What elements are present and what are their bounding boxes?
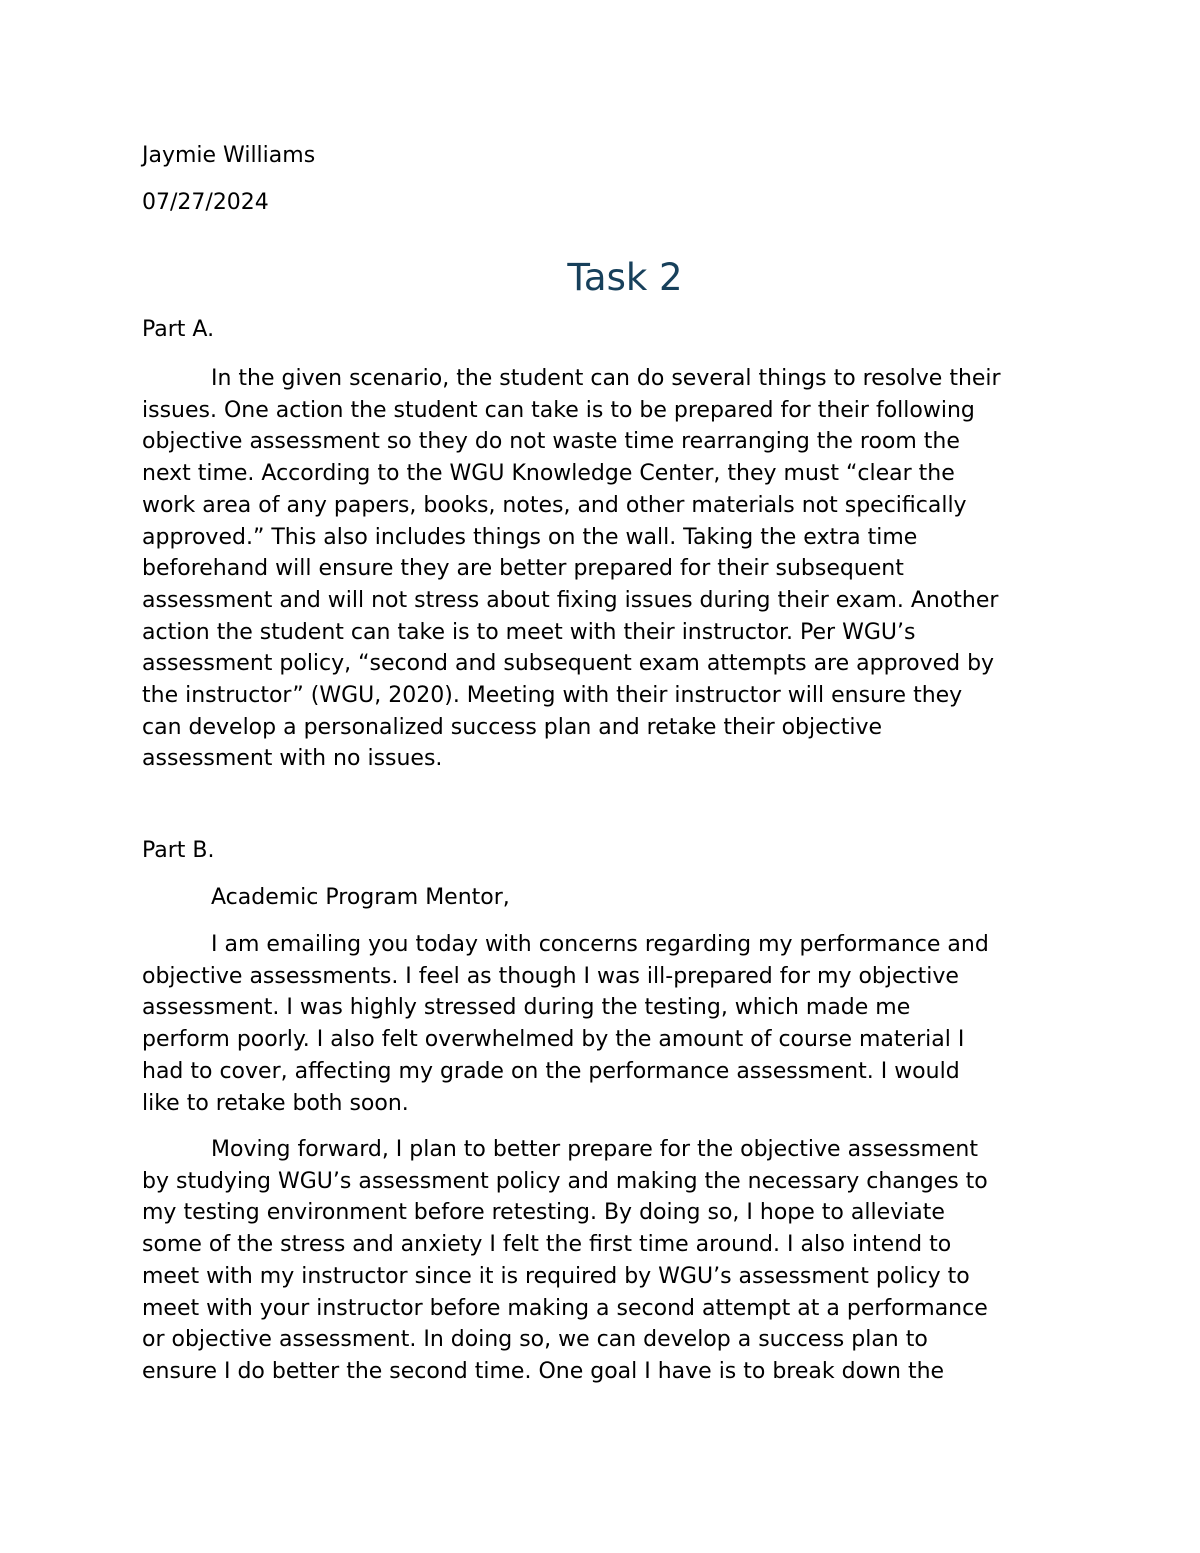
salutation: Academic Program Mentor, [211, 885, 510, 910]
part-a-line: beforehand will ensure they are better prepared for their subsequent [142, 556, 904, 582]
part-b-paragraph-2 [142, 1134, 1072, 1388]
part-a-line: can develop a personalized success plan and retake their objective [142, 714, 883, 740]
document-title: Task 2 [567, 256, 683, 299]
part-b-p1-line: objective assessments. I feel as though I was ill-prepared for my objective [142, 963, 959, 989]
part-a-line: the instructor” (WGU, 2020). Meeting with their instructor will ensure they [142, 683, 963, 709]
part-b-p2-line: meet with your instructor before making a second attempt at a performance [142, 1295, 988, 1321]
part-a-line: assessment and will not stress about fixing issues during their exam. Another [142, 587, 999, 613]
part-b-p1-line: perform poorly. I also felt overwhelmed by the amount of course material I [142, 1027, 965, 1053]
part-b-p1-line: I am emailing you today with concerns regarding my performance and [211, 932, 989, 957]
part-a-line: objective assessment so they do not waste time rearranging the room the [142, 429, 960, 455]
part-a-line: assessment with no issues. [142, 746, 443, 772]
part-b-p2-line: some of the stress and anxiety I felt the first time around. I also intend to [142, 1232, 952, 1258]
part-b-p1-line: assessment. I was highly stressed during the testing, which made me [142, 995, 911, 1021]
part-a-line: assessment policy, “second and subsequent exam attempts are approved by [142, 651, 995, 677]
part-b-p1-line: had to cover, affecting my grade on the performance assessment. I would [142, 1058, 960, 1084]
part-b-p2-line: ensure I do better the second time. One goal I have is to break down the [142, 1358, 945, 1384]
author-name: Jaymie Williams [142, 143, 316, 168]
part-a-line: action the student can take is to meet with their instructor. Per WGU’s [142, 619, 916, 645]
part-a-paragraph [142, 363, 1072, 775]
part-b-p2-line: meet with my instructor since it is required by WGU’s assessment policy to [142, 1263, 970, 1289]
part-a-line: issues. One action the student can take is to be prepared for their following [142, 397, 975, 423]
part-b-paragraph-1 [142, 929, 1072, 1119]
document-date: 07/27/2024 [142, 190, 269, 215]
part-a-heading: Part A. [142, 317, 215, 342]
part-b-p2-line: by studying WGU’s assessment policy and making the necessary changes to [142, 1168, 988, 1194]
part-a-line: work area of any papers, books, notes, and other materials not specifically [142, 492, 967, 518]
part-b-p2-line: Moving forward, I plan to better prepare for the objective assessment [211, 1137, 978, 1162]
part-b-p1-line: like to retake both soon. [142, 1090, 409, 1116]
part-b-heading: Part B. [142, 838, 215, 863]
part-a-line: approved.” This also includes things on the wall. Taking the extra time [142, 524, 918, 550]
part-b-p2-line: my testing environment before retesting. By doing so, I hope to alleviate [142, 1200, 945, 1226]
part-a-line: In the given scenario, the student can do several things to resolve their [211, 366, 1001, 391]
part-a-line: next time. According to the WGU Knowledge Center, they must “clear the [142, 461, 955, 487]
part-b-p2-line: or objective assessment. In doing so, we can develop a success plan to [142, 1327, 928, 1353]
